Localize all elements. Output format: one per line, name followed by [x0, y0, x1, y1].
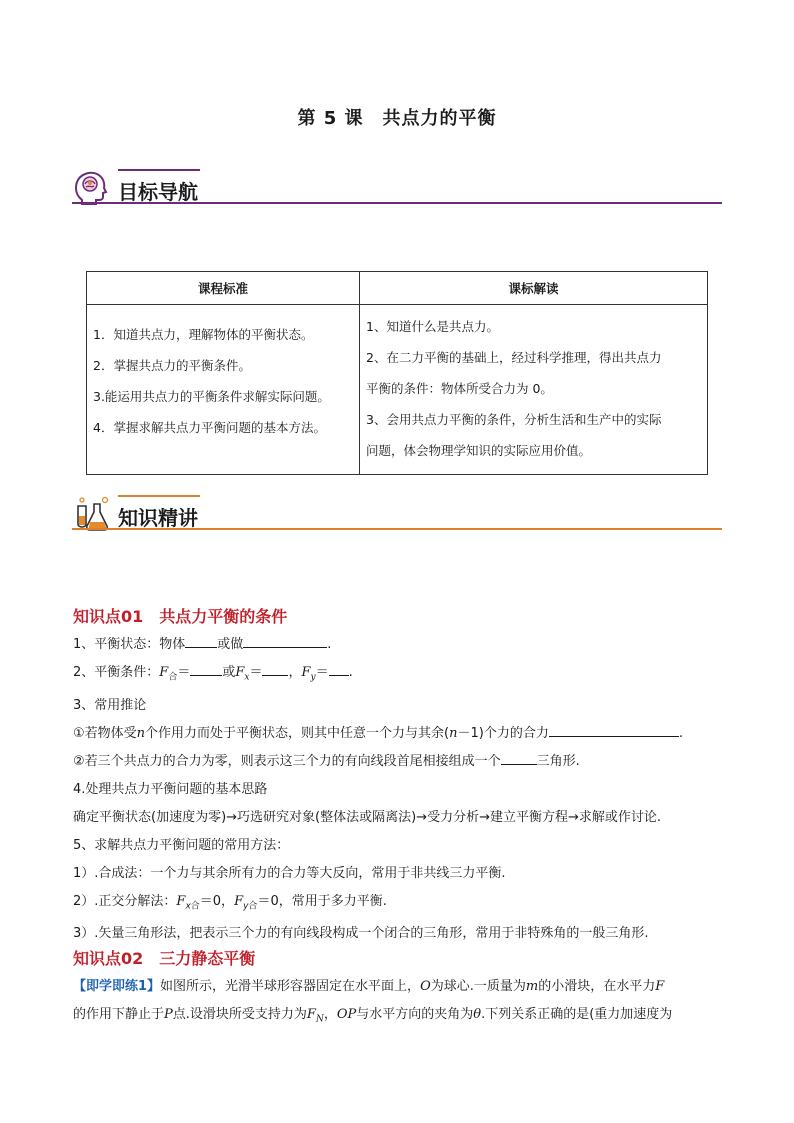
text-span: ＝ — [177, 665, 191, 680]
section-header-goals — [72, 168, 722, 210]
symbol-fx: F — [235, 665, 245, 680]
text-span: 2）.正交分解法： — [73, 893, 177, 909]
subscript: N — [315, 1014, 324, 1025]
text-span: 为球心.一质量为 — [430, 979, 526, 994]
symbol-op: OP — [336, 1007, 357, 1022]
text-span: 点.设滑块所受支持力为 — [172, 1007, 307, 1022]
symbol-fy: F — [234, 893, 244, 909]
text-span: ＝0， — [199, 893, 235, 909]
interpretation-item: 平衡的条件：物体所受合力为 0。 — [366, 381, 553, 396]
section-header-knowledge — [72, 494, 722, 536]
text-span: 或 — [222, 665, 236, 680]
table-row — [87, 305, 708, 475]
interpretation-item: 3、会用共点力平衡的条件，分析生活和生产中的实际 — [366, 412, 662, 427]
table-header-standard: 课程标准 — [87, 272, 360, 305]
text-span: 三角形. — [536, 753, 580, 769]
knowledge-point-01 — [73, 603, 723, 948]
standard-item: 2．掌握共点力的平衡条件。 — [93, 358, 251, 373]
lab-flask-icon — [72, 494, 110, 532]
text-line: 4.处理共点力平衡问题的基本思路 — [73, 781, 268, 797]
text-span: ②若三个共点力的合力为零，则表示这三个力的有向线段首尾相接组成一个 — [73, 753, 501, 769]
subscript: 合 — [168, 672, 178, 683]
fill-blank — [501, 750, 537, 765]
knowledge-point-02 — [73, 945, 723, 1034]
text-span: ， — [323, 1007, 337, 1022]
text-line — [73, 888, 723, 921]
section-title: 目标导航 — [118, 180, 198, 204]
section-rule — [72, 528, 722, 530]
interpretations-cell — [360, 305, 708, 475]
fill-blank — [262, 661, 288, 676]
text-span: 2、平衡条件： — [73, 665, 160, 680]
fill-blank — [549, 722, 679, 737]
symbol-p: P — [164, 1007, 173, 1022]
interpretation-item: 2、在二力平衡的基础上，经过科学推理，得出共点力 — [366, 350, 662, 365]
text-span: 与水平方向的夹角为 — [356, 1007, 474, 1022]
knowledge-point-heading: 知识点02 三力静态平衡 — [73, 949, 256, 968]
text-span: －1)个力的合力 — [457, 725, 549, 741]
section-top-line — [118, 169, 200, 171]
text-span: ①若物体受 — [73, 725, 137, 741]
symbol-f: F — [655, 979, 665, 994]
fill-blank — [329, 661, 349, 676]
symbol-o: O — [420, 979, 431, 994]
section-title: 知识精讲 — [118, 506, 198, 530]
lesson-title: 第 5 课 共点力的平衡 — [297, 108, 497, 129]
standard-item: 3.能运用共点力的平衡条件求解实际问题。 — [93, 389, 330, 404]
symbol-n: n — [449, 725, 458, 741]
standards-cell — [87, 305, 360, 475]
symbol-fx: F — [176, 893, 186, 909]
text-span: 个作用力而处于平衡状态，则其中任意一个力与其余( — [145, 725, 450, 741]
text-line: 3）.矢量三角形法，把表示三个力的有向线段构成一个闭合的三角形，常用于非特殊角的一般三角形. — [73, 926, 649, 942]
symbol-fy: F — [301, 665, 311, 680]
text-span: ＝0，常用于多力平衡. — [257, 893, 387, 909]
table-header-interpretation: 课标解读 — [360, 272, 708, 305]
text-line — [73, 1001, 723, 1034]
text-line: 1）.合成法：一个力与其余所有力的合力等大反向，常用于非共线三力平衡. — [73, 865, 506, 881]
curriculum-table — [86, 271, 708, 475]
text-span: .下列关系正确的是(重力加速度为 — [481, 1007, 673, 1022]
fill-blank — [243, 633, 327, 648]
text-line — [73, 748, 723, 776]
text-line: 2、平衡条件：$F_合=$ 或$F_x=$ ，$F_y=$ . — [73, 659, 723, 692]
text-span: ， — [288, 665, 302, 680]
symbol-theta: θ — [473, 1007, 482, 1022]
brain-head-icon — [72, 168, 110, 206]
text-span: 1、平衡状态：物体 — [73, 637, 186, 652]
subscript: y — [310, 672, 316, 683]
fill-blank — [185, 633, 217, 648]
text-span: 如图所示，光滑半球形容器固定在水平面上， — [160, 979, 421, 994]
text-span: 的作用下静止于 — [73, 1007, 165, 1022]
section-top-line — [118, 495, 200, 497]
table-header-row — [87, 272, 708, 305]
interpretation-item: 问题，体会物理学知识的实际应用价值。 — [366, 443, 592, 458]
subscript: x — [244, 672, 250, 683]
text-span: ＝ — [249, 665, 263, 680]
symbol-m: m — [525, 979, 539, 994]
text-line: 1、平衡状态：物体 或做 . — [73, 631, 723, 659]
text-line: 5、求解共点力平衡问题的常用方法： — [73, 837, 290, 853]
subscript: y合 — [243, 901, 258, 912]
subscript: x合 — [185, 901, 200, 912]
text-line: ①若物体受n个作用力而处于平衡状态，则其中任意一个力与其余(n－1)个力的合力 . — [73, 720, 723, 748]
text-line — [73, 973, 723, 1001]
text-line: 3、常用推论 — [73, 697, 147, 713]
interpretation-item: 1、知道什么是共点力。 — [366, 319, 499, 334]
section-rule — [72, 202, 722, 204]
text-span: ＝ — [315, 665, 329, 680]
symbol-n: n — [136, 725, 146, 741]
symbol-f: F — [159, 665, 169, 680]
symbol-fn: F — [306, 1007, 316, 1022]
knowledge-point-heading: 知识点01 共点力平衡的条件 — [73, 607, 288, 626]
text-span: 或做 — [217, 637, 244, 652]
exercise-tag: 【即学即练1】 — [73, 979, 161, 994]
text-line: 确定平衡状态(加速度为零)→巧选研究对象(整体法或隔离法)→受力分析→建立平衡方程→求解或作讨论. — [73, 809, 661, 825]
fill-blank — [190, 661, 222, 676]
standard-item: 1．知道共点力，理解物体的平衡状态。 — [93, 327, 314, 342]
standard-item: 4．掌握求解共点力平衡问题的基本方法。 — [93, 420, 326, 435]
text-span: 的小滑块，在水平力 — [538, 979, 656, 994]
